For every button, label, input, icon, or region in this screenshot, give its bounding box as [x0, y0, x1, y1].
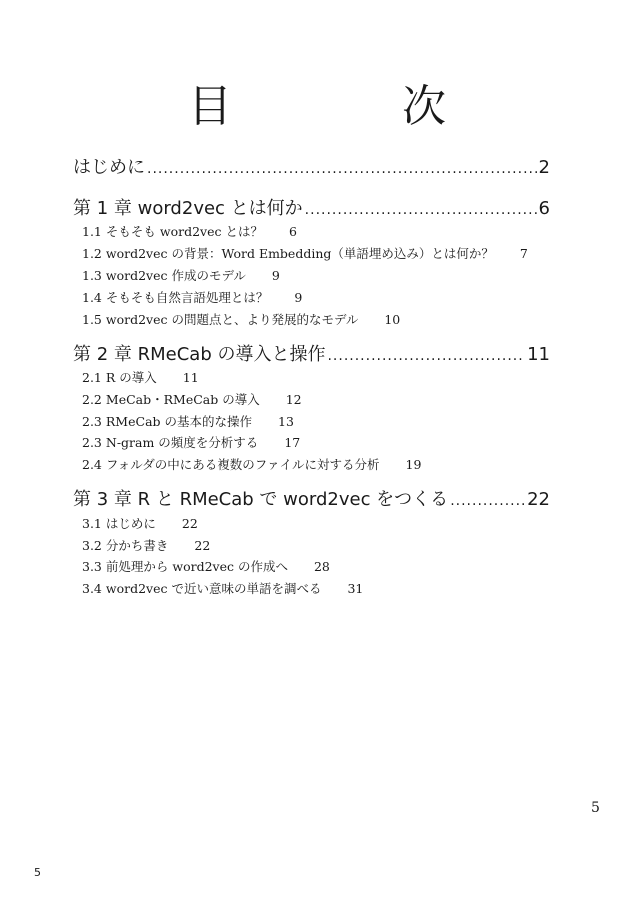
section-number: 3.3 [82, 559, 102, 574]
toc-entry-chapter-1[interactable] [73, 197, 550, 222]
section-page: 31 [347, 581, 364, 596]
section-title: フォルダの中にある複数のファイルに対する分析 [105, 457, 380, 472]
section-number: 1.4 [82, 290, 102, 305]
title-char-2: 次 [402, 81, 446, 132]
toc-section[interactable] [82, 310, 400, 330]
entry-page: 22 [527, 489, 550, 510]
entry-page: 11 [527, 344, 550, 365]
toc-entry-chapter-2[interactable] [73, 343, 550, 368]
section-page: 12 [285, 392, 302, 407]
section-title: そもそも自然言語処理とは？ [105, 290, 269, 305]
leader-dots [305, 198, 537, 222]
section-number: 3.4 [82, 581, 102, 596]
section-page: 22 [181, 516, 198, 531]
section-page: 9 [271, 268, 280, 283]
leader-dots [450, 489, 525, 513]
toc-section[interactable] [82, 266, 280, 286]
section-page: 7 [519, 246, 528, 261]
entry-page: 2 [538, 157, 550, 178]
section-number: 3.1 [82, 516, 102, 531]
section-title: word2vec の問題点と、より発展的なモデル [105, 312, 359, 327]
toc-section[interactable] [82, 433, 300, 453]
toc-section[interactable] [82, 514, 198, 534]
section-title: 前処理から word2vec の作成へ [105, 559, 288, 574]
section-number: 3.2 [82, 538, 102, 553]
section-title: RMeCab の基本的な操作 [105, 414, 252, 429]
section-number: 1.1 [82, 224, 102, 239]
toc-section[interactable] [82, 536, 210, 556]
section-title: word2vec で近い意味の単語を調べる [105, 581, 322, 596]
title-char-1: 目 [188, 81, 232, 132]
toc-entry-intro[interactable] [73, 156, 550, 181]
section-page: 10 [384, 312, 401, 327]
entry-label: はじめに [73, 157, 145, 178]
toc-title [0, 82, 634, 132]
leader-dots [147, 157, 537, 181]
toc-section[interactable] [82, 412, 294, 432]
entry-label: 第 1 章 word2vec とは何か [73, 198, 303, 219]
section-title: word2vec 作成のモデル [105, 268, 246, 283]
toc-section[interactable] [82, 288, 302, 308]
entry-label: 第 2 章 RMeCab の導入と操作 [73, 344, 326, 365]
entry-page: 6 [538, 198, 550, 219]
section-number: 1.3 [82, 268, 102, 283]
section-page: 11 [182, 370, 199, 385]
toc-section[interactable] [82, 557, 330, 577]
section-page: 22 [194, 538, 211, 553]
section-page: 6 [288, 224, 297, 239]
section-number: 1.5 [82, 312, 102, 327]
toc-section[interactable] [82, 455, 421, 475]
section-title: word2vec の背景：Word Embedding（単語埋め込み）とは何か？ [105, 246, 494, 261]
section-title: はじめに [105, 516, 156, 531]
section-number: 2.3 [82, 435, 102, 450]
toc-section[interactable] [82, 390, 302, 410]
toc-section[interactable] [82, 244, 528, 264]
section-page: 13 [278, 414, 294, 429]
section-page: 9 [294, 290, 303, 305]
section-number: 2.4 [82, 457, 102, 472]
toc-section[interactable] [82, 368, 199, 388]
section-page: 19 [405, 457, 422, 472]
section-number: 1.2 [82, 246, 102, 261]
toc-entry-chapter-3[interactable] [73, 488, 550, 513]
section-page: 28 [313, 559, 330, 574]
section-number: 2.3 [82, 414, 102, 429]
page-number: 5 [591, 800, 600, 816]
section-title: そもそも word2vec とは？ [105, 224, 263, 239]
section-title: MeCab・RMeCab の導入 [105, 392, 260, 407]
section-number: 2.2 [82, 392, 102, 407]
leader-dots [327, 344, 525, 368]
toc-section[interactable] [82, 579, 363, 599]
toc-section[interactable] [82, 222, 297, 242]
section-page: 17 [284, 435, 301, 450]
section-title: N-gram の頻度を分析する [105, 435, 259, 450]
section-title: R の導入 [105, 370, 157, 385]
section-title: 分かち書き [105, 538, 169, 553]
section-number: 2.1 [82, 370, 102, 385]
entry-label: 第 3 章 R と RMeCab で word2vec をつくる [73, 489, 449, 510]
scan-page-number: 5 [34, 866, 41, 879]
